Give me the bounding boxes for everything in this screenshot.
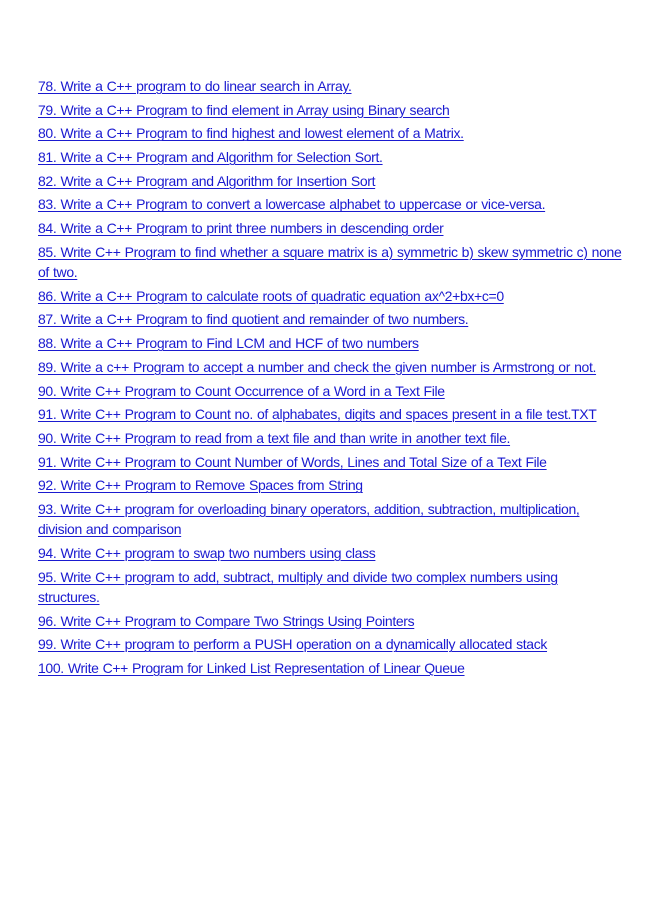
program-link-95[interactable]: 95. Write C++ program to add, subtract, multiply and divide two complex numbers using structures.	[38, 568, 558, 605]
program-link-86[interactable]: 86. Write a C++ Program to calculate roots of quadratic equation ax^2+bx+c=0	[38, 287, 504, 304]
program-link-91-alphabates[interactable]: 91. Write C++ Program to Count no. of alphabates, digits and spaces present in a file test.TXT	[38, 406, 597, 423]
program-link-100[interactable]: 100. Write C++ Program for Linked List Representation of Linear Queue	[38, 660, 465, 677]
program-link-79[interactable]: 79. Write a C++ Program to find element in Array using Binary search	[38, 101, 450, 118]
program-link-87[interactable]: 87. Write a C++ Program to find quotient and remainder of two numbers.	[38, 311, 469, 328]
program-link-90-occurrence[interactable]: 90. Write C++ Program to Count Occurrence of a Word in a Text File	[38, 382, 445, 399]
program-link-78[interactable]: 78. Write a C++ program to do linear search in Array.	[38, 78, 352, 94]
program-link-99[interactable]: 99. Write C++ program to perform a PUSH operation on a dynamically allocated stack	[38, 636, 548, 653]
program-link-96[interactable]: 96. Write C++ Program to Compare Two Strings Using Pointers	[38, 612, 415, 629]
program-link-89[interactable]: 89. Write a c++ Program to accept a number and check the given number is Armstrong or not.	[38, 358, 597, 375]
program-link-82[interactable]: 82. Write a C++ Program and Algorithm for Insertion Sort	[38, 172, 376, 189]
program-link-93[interactable]: 93. Write C++ program for overloading binary operators, addition, subtraction, multiplication, division and comparison	[38, 500, 580, 538]
program-link-88[interactable]: 88. Write a C++ Program to Find LCM and HCF of two numbers	[38, 335, 419, 352]
program-link-91-word-count[interactable]: 91. Write C++ Program to Count Number of Words, Lines and Total Size of a Text File	[38, 453, 547, 470]
program-link-90-read-write[interactable]: 90. Write C++ Program to read from a text file and than write in another text file.	[38, 429, 511, 446]
program-link-84[interactable]: 84. Write a C++ Program to print three numbers in descending order	[38, 220, 444, 237]
program-link-94[interactable]: 94. Write C++ program to swap two numbers using class	[38, 544, 376, 561]
program-link-85[interactable]: 85. Write C++ Program to find whether a square matrix is a) symmetric b) skew symmetric c) none of two.	[38, 243, 622, 281]
program-link-92[interactable]: 92. Write C++ Program to Remove Spaces from String	[38, 477, 363, 494]
program-link-80[interactable]: 80. Write a C++ Program to find highest and lowest element of a Matrix.	[38, 125, 464, 142]
program-link-list	[38, 76, 622, 682]
program-link-81[interactable]: 81. Write a C++ Program and Algorithm for Selection Sort.	[38, 149, 383, 166]
program-link-83[interactable]: 83. Write a C++ Program to convert a lowercase alphabet to uppercase or vice-versa.	[38, 196, 546, 213]
